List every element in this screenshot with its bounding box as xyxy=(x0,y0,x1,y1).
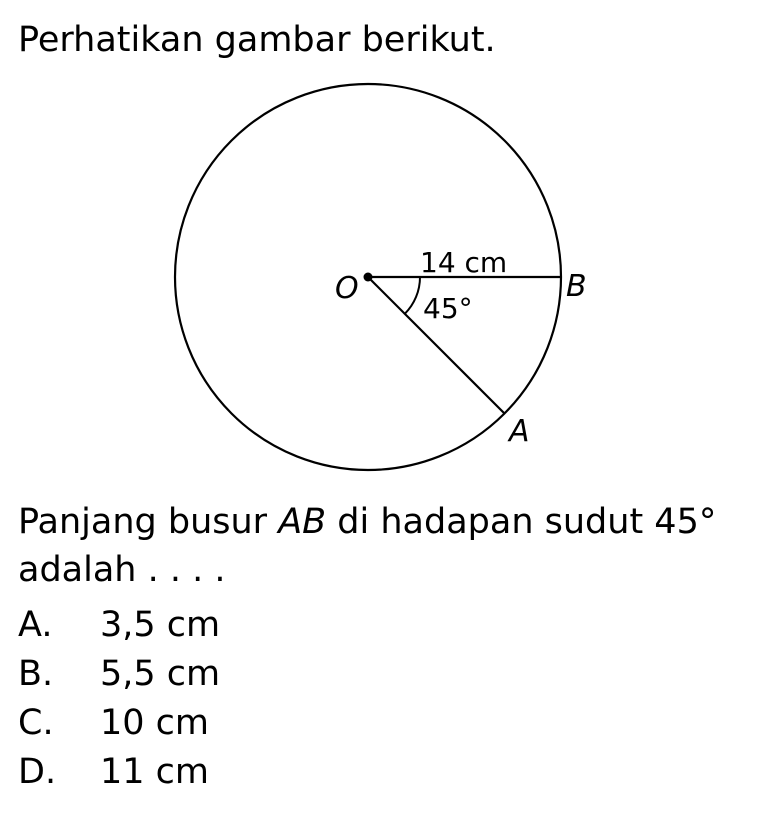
option-text: 10 cm xyxy=(100,703,209,743)
center-point xyxy=(364,273,373,282)
question-part2: di hadapan sudut 45° adalah . . . . xyxy=(18,502,717,590)
option-text: 11 cm xyxy=(100,752,209,792)
question-part1: Panjang busur xyxy=(18,502,279,542)
angle-arc xyxy=(405,277,420,314)
radius-label: 14 cm xyxy=(420,246,508,279)
option-text: 3,5 cm xyxy=(100,605,221,645)
intro-text: Perhatikan gambar berikut. xyxy=(18,20,496,60)
answer-options xyxy=(18,601,220,797)
option-a[interactable] xyxy=(18,601,220,650)
option-letter: B. xyxy=(18,654,54,694)
option-b[interactable] xyxy=(18,650,220,699)
option-c[interactable] xyxy=(18,699,220,748)
question-text xyxy=(18,498,748,594)
point-b-label: B xyxy=(566,269,587,304)
option-text: 5,5 cm xyxy=(100,654,221,694)
option-letter: D. xyxy=(18,752,57,792)
option-d[interactable] xyxy=(18,748,220,797)
point-a-label: A xyxy=(509,414,530,449)
arc-name: AB xyxy=(278,502,327,542)
option-letter: A. xyxy=(18,605,53,645)
center-label: O xyxy=(335,271,359,306)
option-letter: C. xyxy=(18,703,54,743)
angle-label: 45° xyxy=(423,292,473,325)
